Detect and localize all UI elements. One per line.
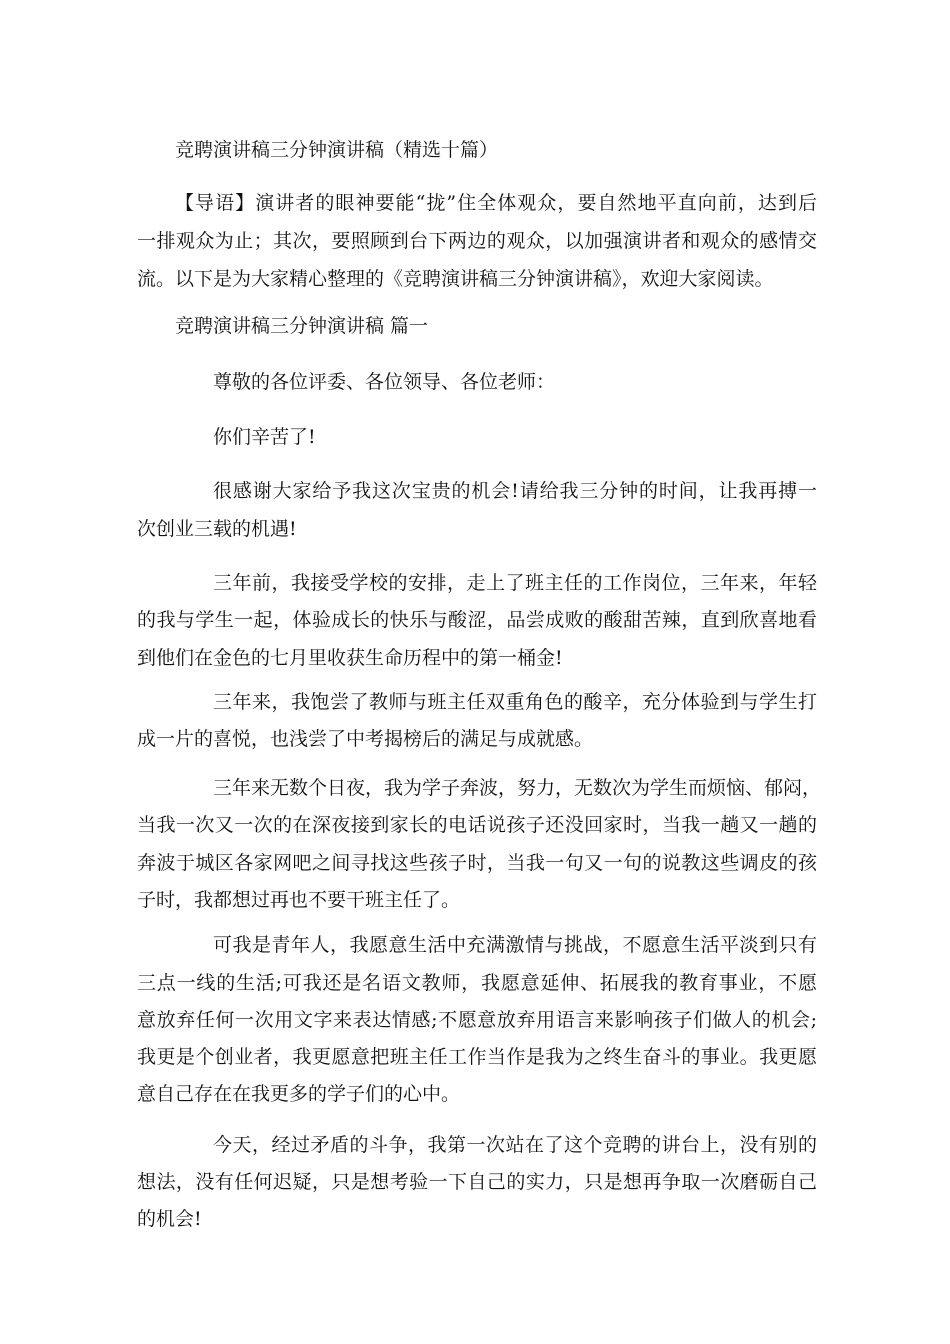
greeting: 你们辛苦了! xyxy=(213,426,316,448)
paragraph-line: 三年前，我接受学校的安排，走上了班主任的工作岗位，三年来，年轻 xyxy=(213,572,817,594)
paragraph-line: 意放弃任何一次用文字来表达情感;不愿意放弃用语言来影响孩子们做人的机会; xyxy=(137,1009,817,1031)
paragraph-line: 意自己存在在我更多的学子们的心中。 xyxy=(137,1083,461,1105)
paragraph-line: 三年来，我饱尝了教师与班主任双重角色的酸辛，充分体验到与学生打 xyxy=(213,691,817,713)
paragraph-line: 次创业三载的机遇! xyxy=(137,518,297,540)
paragraph-line: 想法，没有任何迟疑，只是想考验一下自己的实力，只是想再争取一次磨砺自己 xyxy=(137,1171,817,1193)
intro-line: 流。以下是为大家精心整理的《竞聘演讲稿三分钟演讲稿》，欢迎大家阅读。 xyxy=(137,268,774,290)
paragraph-line: 我更是个创业者，我更愿意把班主任工作当作是我为之终生奋斗的事业。我更愿 xyxy=(137,1046,817,1068)
paragraph-line: 可我是青年人，我愿意生活中充满激情与挑战，不愿意生活平淡到只有 xyxy=(213,934,817,956)
document-title: 竞聘演讲稿三分钟演讲稿（精选十篇） xyxy=(175,139,499,161)
intro-line: 【导语】演讲者的眼神要能“拢”住全体观众，要自然地平直向前，达到后 xyxy=(175,192,817,214)
paragraph-line: 的机会! xyxy=(137,1208,202,1230)
paragraph-line: 当我一次又一次的在深夜接到家长的电话说孩子还没回家时，当我一趟又一趟的 xyxy=(137,814,817,836)
paragraph-line: 三年来无数个日夜，我为学子奔波，努力，无数次为学生而烦恼、郁闷， xyxy=(213,777,822,799)
paragraph-line: 成一片的喜悦，也浅尝了中考揭榜后的满足与成就感。 xyxy=(137,728,594,750)
intro-line: 一排观众为止；其次，要照顾到台下两边的观众，以加强演讲者和观众的感情交 xyxy=(137,230,817,252)
paragraph-line: 奔波于城区各家网吧之间寻找这些孩子时，当我一句又一句的说教这些调皮的孩 xyxy=(137,852,817,874)
paragraph-line: 的我与学生一起，体验成长的快乐与酸涩，品尝成败的酸甜苦辣，直到欣喜地看 xyxy=(137,609,817,631)
paragraph-line: 到他们在金色的七月里收获生命历程中的第一桶金! xyxy=(137,647,563,669)
paragraph-line: 今天，经过矛盾的斗争，我第一次站在了这个竞聘的讲台上，没有别的 xyxy=(213,1134,817,1156)
salutation: 尊敬的各位评委、各位领导、各位老师： xyxy=(213,371,556,393)
paragraph-line: 很感谢大家给予我这次宝贵的机会!请给我三分钟的时间，让我再搏一 xyxy=(213,480,817,502)
paragraph-line: 子时，我都想过再也不要干班主任了。 xyxy=(137,889,461,911)
section-heading: 竞聘演讲稿三分钟演讲稿 篇一 xyxy=(175,315,429,337)
paragraph-line: 三点一线的生活;可我还是名语文教师，我愿意延伸、拓展我的教育事业，不愿 xyxy=(137,972,817,994)
